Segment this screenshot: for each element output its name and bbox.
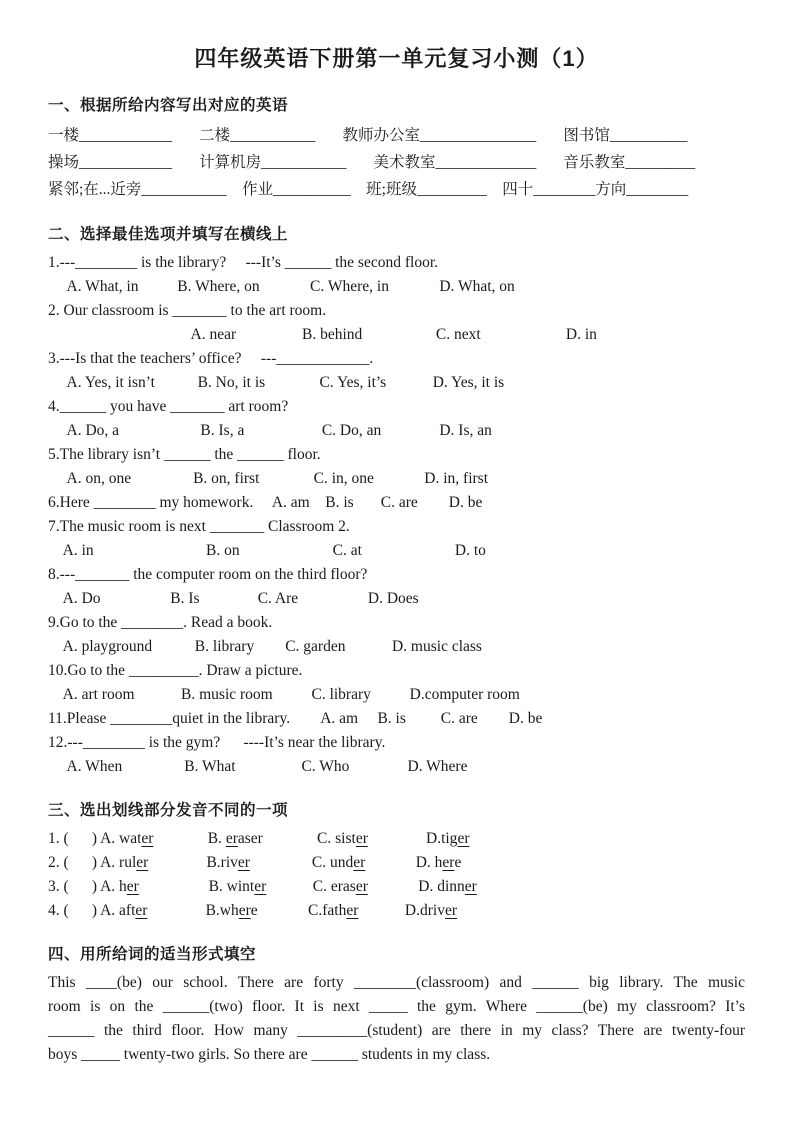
mcq-q6-line: 6.Here ________ my homework. A. am B. is C. are D. be [48, 494, 483, 511]
underlined-letters: er [135, 902, 148, 919]
mcq-q1-line: 1.---________ is the library? ---It’s ______ the second floor. [48, 254, 438, 271]
mcq-q2-options: A. near B. behind C. next D. in [48, 326, 597, 343]
mcq-q12-line: 12.---________ is the gym? ----It’s near the library. [48, 734, 386, 751]
phonics-text: 2. ( ) A. rul [48, 854, 137, 871]
phonics-row-2 [48, 851, 745, 875]
phonics-row-4 [48, 899, 745, 923]
underlined-letters: er [355, 830, 368, 847]
phonics-text: C. und [249, 854, 354, 871]
mcq-q3-line: 3.---Is that the teachers’ office? ---____________. [48, 350, 374, 367]
phonics-text: D.tig [367, 830, 458, 847]
underlined-letters: er [442, 854, 455, 871]
phonics-text: 4. ( ) A. aft [48, 902, 136, 919]
phonics-text: e [454, 854, 462, 871]
mcq-q8-options: A. Do B. Is C. Are D. Does [48, 590, 419, 607]
underlined-letters: er [126, 878, 139, 895]
section-phonics [48, 798, 745, 923]
mcq-q7-options: A. in B. on C. at D. to [48, 542, 486, 559]
phonics-text: B. wint [138, 878, 255, 895]
section-4-heading: 四、用所给词的适当形式填空 [48, 946, 257, 963]
section-3-heading: 三、选出划线部分发音不同的一项 [48, 802, 289, 819]
section-2-heading: 二、选择最佳选项并填写在横线上 [48, 226, 289, 243]
section-cloze [48, 942, 745, 1067]
mcq-q2-line: 2. Our classroom is _______ to the art room. [48, 302, 327, 319]
mcq-q8-line: 8.---_______ the computer room on the third floor? [48, 566, 368, 583]
section-1-heading: 一、根据所给内容写出对应的英语 [48, 97, 289, 114]
mcq-q12-options: A. When B. What C. Who D. Where [48, 758, 468, 775]
section-vocabulary [48, 93, 745, 203]
underlined-letters: er [346, 902, 359, 919]
mcq-q9-line: 9.Go to the ________. Read a book. [48, 614, 273, 631]
mcq-q9-options: A. playground B. library C. garden D. music class [48, 638, 482, 655]
phonics-text: D.driv [358, 902, 445, 919]
mcq-q4-options: A. Do, a B. Is, a C. Do, an D. Is, an [48, 422, 492, 439]
phonics-text: e C.fath [250, 902, 347, 919]
underlined-letters: er [254, 878, 267, 895]
phonics-text: B.riv [148, 854, 238, 871]
vocab-row-3: 紧邻;在...近旁___________ 作业__________ 班;班级_________ 四十________方向________ [48, 181, 689, 198]
page-title: 四年级英语下册第一单元复习小测（1） [194, 46, 599, 71]
mcq-q1-options: A. What, in B. Where, on C. Where, in D. What, on [48, 278, 515, 295]
phonics-text: D. h [365, 854, 443, 871]
mcq-q10-options: A. art room B. music room C. library D.computer room [48, 686, 520, 703]
phonics-text: 3. ( ) A. h [48, 878, 127, 895]
vocab-row-2: 操场____________ 计算机房___________ 美术教室_____________ 音乐教室_________ [48, 154, 696, 171]
mcq-q4-line: 4.______ you have _______ art room? [48, 398, 289, 415]
phonics-text: B. [153, 830, 226, 847]
underlined-letters: er [225, 830, 238, 847]
mcq-q3-options: A. Yes, it isn’t B. No, it is C. Yes, it’s D. Yes, it is [48, 374, 505, 391]
phonics-text: C. eras [266, 878, 356, 895]
cloze-line-3: ______ the third floor. How many _________(student) are there in my class? There are twenty-four [48, 1022, 745, 1039]
underlined-letters: er [353, 854, 366, 871]
mcq-q5-options: A. on, one B. on, first C. in, one D. in, first [48, 470, 489, 487]
underlined-letters: er [444, 902, 457, 919]
cloze-line-1: This ____(be) our school. There are forty ________(classroom) and ______ big library. The music [48, 974, 745, 991]
phonics-text: aser C. sist [237, 830, 356, 847]
phonics-row-3 [48, 875, 745, 899]
underlined-letters: er [237, 854, 250, 871]
underlined-letters: er [457, 830, 470, 847]
cloze-line-4: boys _____ twenty-two girls. So there are ______ students in my class. [48, 1046, 491, 1063]
phonics-text: B.wh [147, 902, 239, 919]
underlined-letters: er [355, 878, 368, 895]
section-multiple-choice [48, 222, 745, 779]
mcq-q10-line: 10.Go to the _________. Draw a picture. [48, 662, 303, 679]
underlined-letters: er [464, 878, 477, 895]
phonics-row-1 [48, 827, 745, 851]
underlined-letters: er [136, 854, 149, 871]
cloze-line-2: room is on the ______(two) floor. It is next _____ the gym. Where ______(be) my classroom? It’s [48, 998, 745, 1015]
phonics-text: 1. ( ) A. wat [48, 830, 142, 847]
mcq-q5-line: 5.The library isn’t ______ the ______ floor. [48, 446, 321, 463]
mcq-q11-line: 11.Please ________quiet in the library. A. am B. is C. are D. be [48, 710, 543, 727]
phonics-text: D. dinn [367, 878, 465, 895]
vocab-row-1: 一楼____________ 二楼___________ 教师办公室_______________ 图书馆__________ [48, 127, 688, 144]
underlined-letters: er [141, 830, 154, 847]
underlined-letters: er [238, 902, 251, 919]
mcq-q7-line: 7.The music room is next _______ Classroom 2. [48, 518, 350, 535]
